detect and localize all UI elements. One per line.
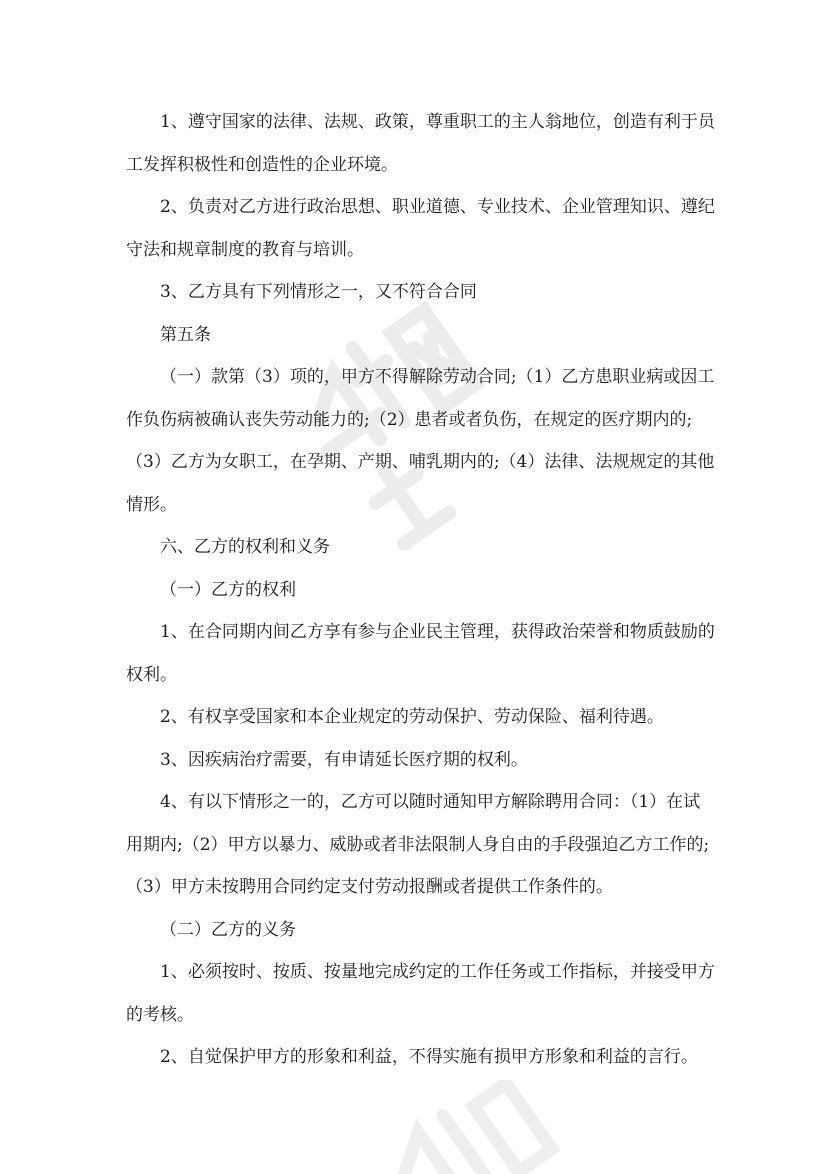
paragraph: 1、遵守国家的法律、法规、政策，尊重职工的主人翁地位，创造有利于员工发挥积极性和创造性的企业环境。 <box>126 112 715 175</box>
paragraph: 1、必须按时、按质、按量地完成约定的工作任务或工作指标，并接受甲方的考核。 <box>126 962 715 1025</box>
section-heading: 六、乙方的权利和义务 <box>160 537 330 557</box>
paragraph: 1、在合同期内间乙方享有参与企业民主管理，获得政治荣誉和物质鼓励的权利。 <box>126 622 715 685</box>
paragraph: （一）款第（3）项的，甲方不得解除劳动合同;（1）乙方患职业病或因工作负伤病被确认丧失劳动能力的;（2）患者或者负伤，在规定的医疗期内的;（3）乙方为女职工，在孕期、产期、哺乳期内的;（4）法律、法规规定的其他情形。 <box>126 367 715 515</box>
paragraph: 2、有权享受国家和本企业规定的劳动保护、劳动保险、福利待遇。 <box>160 707 664 727</box>
paragraph: 2、负责对乙方进行政治思想、职业道德、专业技术、企业管理知识、遵纪守法和规章制度的教育与培训。 <box>126 197 715 260</box>
paragraph: 2、自觉保护甲方的形象和利益，不得实施有损甲方形象和利益的言行。 <box>160 1047 698 1067</box>
document-body <box>126 101 716 1079</box>
paragraph: 3、乙方具有下列情形之一，又不符合合同 <box>160 282 477 302</box>
subsection-heading: （一）乙方的权利 <box>160 579 296 600</box>
watermark-graphic-bottom <box>360 1080 560 1174</box>
section-heading: 第五条 <box>160 324 211 345</box>
paragraph: 4、有以下情形之一的，乙方可以随时通知甲方解除聘用合同：（1）在试用期内;（2）甲方以暴力、威胁或者非法限制人身自由的手段强迫乙方工作的;（3）甲方未按聘用合同约定支付劳动报酬或者提供工作条件的。 <box>126 792 710 897</box>
subsection-heading: （二）乙方的义务 <box>160 919 296 940</box>
paragraph: 3、因疾病治疗需要，有申请延长医疗期的权利。 <box>160 749 528 770</box>
